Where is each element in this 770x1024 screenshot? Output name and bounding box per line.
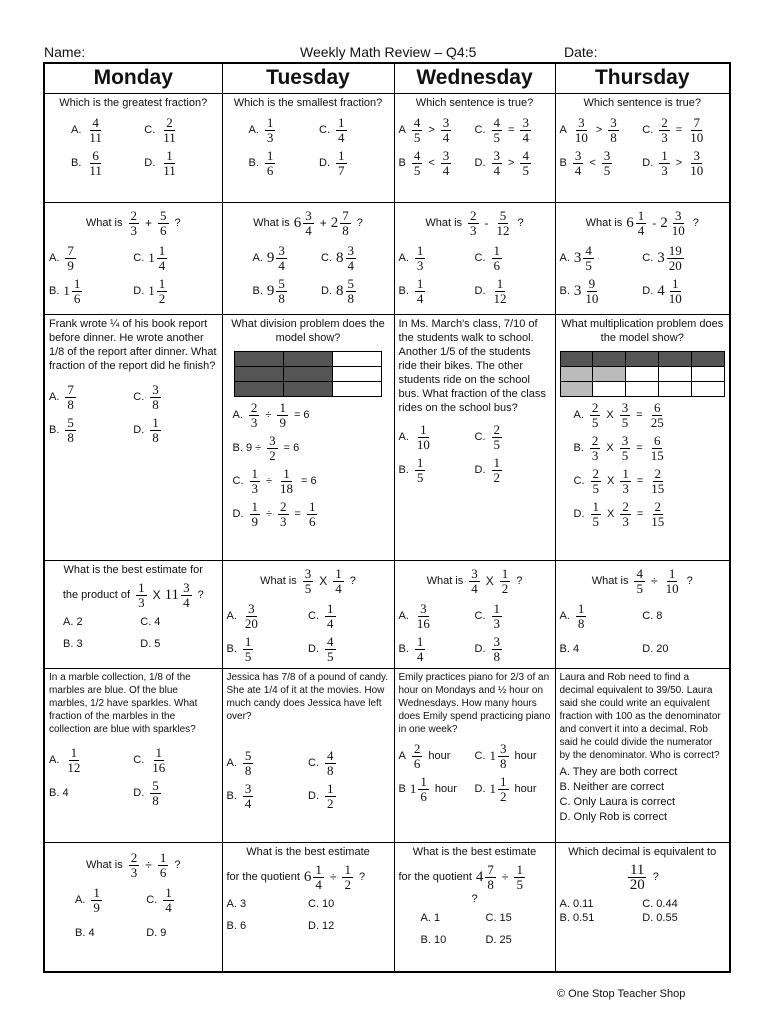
worksheet-grid: [43, 62, 731, 973]
question-text: What multiplication problem does the model show?: [561, 317, 724, 344]
division-model: [234, 351, 382, 397]
mon-q5: In a marble collection, 1/8 of the marbles are blue. Of the blue marbles, 1/2 have sparkles. What fraction of the marbles in the collection are blue with sparkles? A. $\frac{1}{12}$ C. $\frac{1}{16}$ B. 4 D. $\frac{5}{8}$: [44, 668, 222, 842]
day-wednesday: Wednesday: [394, 63, 555, 93]
wed-q1: Which sentence is true? A $\frac{4}{5}$ > $\frac{3}{4}$ C. $\frac{4}{5}$ = $\frac{3}{4}$ B $\frac{4}{5}$ < $\frac{3}{4}$ D. $\frac{3}{4}$ > $\frac{4}{5}$: [394, 93, 555, 202]
day-tuesday: Tuesday: [222, 63, 394, 93]
question-text: Emily practices piano for 2/3 of an hour on Mondays and ½ hour on Wednesdays. How many hours does Emily spend practicing piano in one week?: [398, 671, 551, 735]
thu-q4: What is $\frac{4}{5}$ ÷ $\frac{1}{10}$ ? A. $\frac{1}{8}$ C. 8 B. 4 D. 20: [555, 560, 730, 668]
mon-q1: Which is the greatest fraction? A. $\frac{4}{11}$ C. $\frac{2}{11}$ B. $\frac{6}{11}$ D. $\frac{1}{11}$: [44, 93, 222, 202]
worksheet-header: [44, 44, 730, 62]
tue-q3: What division problem does the model show? A. $\frac{2}{3}$ ÷ $\frac{1}{9}$ = 6 B. 9 ÷ $\frac{3}{2}$ = 6 C. $\frac{1}{3}$ ÷ $\frac{1}{18}$ = 6 D. $\frac{1}{9}$ ÷ $\frac{2}{3}$ = $\frac{1}{6}$: [222, 314, 394, 560]
mon-q3: Frank wrote ¼ of his book report before dinner. He wrote another 1/8 of the report after dinner. What fraction of the report did he finish? A. $\frac{7}{8}$ C. $\frac{3}{8}$ B. $\frac{5}{8}$ D. $\frac{1}{8}$: [44, 314, 222, 560]
day-monday: Monday: [44, 63, 222, 93]
name-label: Name:: [44, 44, 86, 60]
tue-q2: What is 6 $\frac{3}{4}$ + 2 $\frac{7}{8}$ ? A. 9 $\frac{3}{4}$ C. 8 $\frac{3}{4}$ B. 9 $\frac{5}{8}$ D. 8 $\frac{5}{8}$: [222, 202, 394, 314]
tue-q5: Jessica has 7/8 of a pound of candy. She ate 1/4 of it at the movies. How much candy does Jessica have left over? A. $\frac{5}{8}$ C. $\frac{4}{8}$ B. $\frac{3}{4}$ D. $\frac{1}{2}$: [222, 668, 394, 842]
thu-q3: What multiplication problem does the model show? A. $\frac{2}{5}$ X $\frac{3}{5}$ = $\frac{6}{25}$ B. $\frac{2}{3}$ X $\frac{3}{5}$ = $\frac{6}{15}$ C. $\frac{2}{5}$ X $\frac{1}{3}$ = $\frac{2}{15}$ D. $\frac{1}{5}$ X $\frac{2}{3}$ = $\frac{2}{15}$: [555, 314, 730, 560]
tue-q6: What is the best estimate for the quotient 6 $\frac{1}{4}$ ÷ $\frac{1}{2}$ ? A. 3 C. 10 B. 6 D. 12: [222, 842, 394, 972]
wed-q6: What is the best estimate for the quotient 4 $\frac{7}{8}$ ÷ $\frac{1}{5}$ ? A. 1 C. 15 B. 10 D. 25: [394, 842, 555, 972]
tue-q1: Which is the smallest fraction? A. $\frac{1}{3}$ C. $\frac{1}{4}$ B. $\frac{1}{6}$ D. $\frac{1}{7}$: [222, 93, 394, 202]
day-thursday: Thursday: [555, 63, 730, 93]
question-text: Frank wrote ¼ of his book report before dinner. He wrote another 1/8 of the report after dinner. What fraction of the report did he finish?: [49, 317, 217, 372]
mon-q2: What is $\frac{2}{3}$ + $\frac{5}{6}$ ? A. $\frac{7}{9}$ C. 1 $\frac{1}{4}$ B. 1 $\frac{1}{6}$ D. 1 $\frac{1}{2}$: [44, 202, 222, 314]
mon-q4: What is the best estimate for the product of $\frac{1}{3}$ X 11 $\frac{3}{4}$ ? A. 2 C. 4 B. 3 D. 5: [44, 560, 222, 668]
question-text: In a marble collection, 1/8 of the marbles are blue. Of the blue marbles, 1/2 have sparkles. What fraction of the marbles in the collection are blue with sparkles?: [49, 671, 198, 735]
wed-q4: What is $\frac{3}{4}$ X $\frac{1}{2}$ ? A. $\frac{3}{16}$ C. $\frac{1}{3}$ B. $\frac{1}{4}$ D. $\frac{3}{8}$: [394, 560, 555, 668]
copyright-footer: © One Stop Teacher Shop: [557, 988, 686, 1000]
question-text: Jessica has 7/8 of a pound of candy. She ate 1/4 of it at the movies. How much candy does Jessica have left over?: [226, 671, 389, 722]
wed-q3: In Ms. March's class, 7/10 of the students walk to school. Another 1/5 of the students ride their bikes. The other students ride on the school bus. What fraction of the class rides on the school bus? A. $\frac{1}{10}$ C. $\frac{2}{5}$ B. $\frac{1}{5}$ D. $\frac{1}{2}$: [394, 314, 555, 560]
thu-q5: Laura and Rob need to find a decimal equivalent to 39/50. Laura said she could write an equivalent fraction with 100 as the denominator and convert it into a decimal. Rob said he could divide the numerator by the denominator. Who is correct? A. They are both correct B. Neither are correct C. Only Laura is correct D. Only Rob is correct: [555, 668, 730, 842]
date-label: Date:: [564, 44, 598, 60]
thu-q1: Which sentence is true? A $\frac{3}{10}$ > $\frac{3}{8}$ C. $\frac{2}{3}$ = $\frac{7}{10}$ B $\frac{3}{4}$ < $\frac{3}{5}$ D. $\frac{1}{3}$ > $\frac{3}{10}$: [555, 93, 730, 202]
mon-q6: What is $\frac{2}{3}$ ÷ $\frac{1}{6}$ ? A. $\frac{1}{9}$ C. $\frac{1}{4}$ B. 4 D. 9: [44, 842, 222, 972]
wed-q5: Emily practices piano for 2/3 of an hour on Mondays and ½ hour on Wednesdays. How many hours does Emily spend practicing piano in one week? A $\frac{2}{6}$ hour C. 1 $\frac{3}{8}$ hour B 1 $\frac{1}{6}$ hour D. 1 $\frac{1}{2}$ hour: [394, 668, 555, 842]
question-text: Laura and Rob need to find a decimal equivalent to 39/50. Laura said she could write an equivalent fraction with 100 as the denominator and convert it into a decimal. Rob said he could divide the numerator by the denominator. Who is correct?: [559, 671, 721, 761]
question-text: Which is the greatest fraction?: [59, 96, 208, 109]
question-text: Which sentence is true?: [415, 96, 534, 109]
tue-q4: What is $\frac{3}{5}$ X $\frac{1}{4}$ ? A. $\frac{3}{20}$ C. $\frac{1}{4}$ B. $\frac{1}{5}$ D. $\frac{4}{5}$: [222, 560, 394, 668]
thu-q6: Which decimal is equivalent to $\frac{11}{20}$ ? A. 0.11 C. 0.44 B. 0.51 D. 0.55: [555, 842, 730, 972]
worksheet-title: Weekly Math Review – Q4:5: [300, 44, 477, 60]
question-text: Which is the smallest fraction?: [233, 96, 383, 109]
question-text: Which sentence is true?: [583, 96, 701, 109]
thu-q2: What is 6 $\frac{1}{4}$ - 2 $\frac{3}{10}$ ? A. 3 $\frac{4}{5}$ C. 3 $\frac{19}{20}$ B. 3 $\frac{9}{10}$ D. 4 $\frac{1}{10}$: [555, 202, 730, 314]
wed-q2: What is $\frac{2}{3}$ - $\frac{5}{12}$ ? A. $\frac{1}{3}$ C. $\frac{1}{6}$ B. $\frac{1}{4}$ D. $\frac{1}{12}$: [394, 202, 555, 314]
question-text: In Ms. March's class, 7/10 of the students walk to school. Another 1/5 of the students ride their bikes. The other students ride on the school bus. What fraction of the class rides on the school bus?: [398, 317, 546, 414]
multiplication-model: [560, 351, 726, 397]
question-text: What division problem does the model show?: [231, 317, 385, 344]
